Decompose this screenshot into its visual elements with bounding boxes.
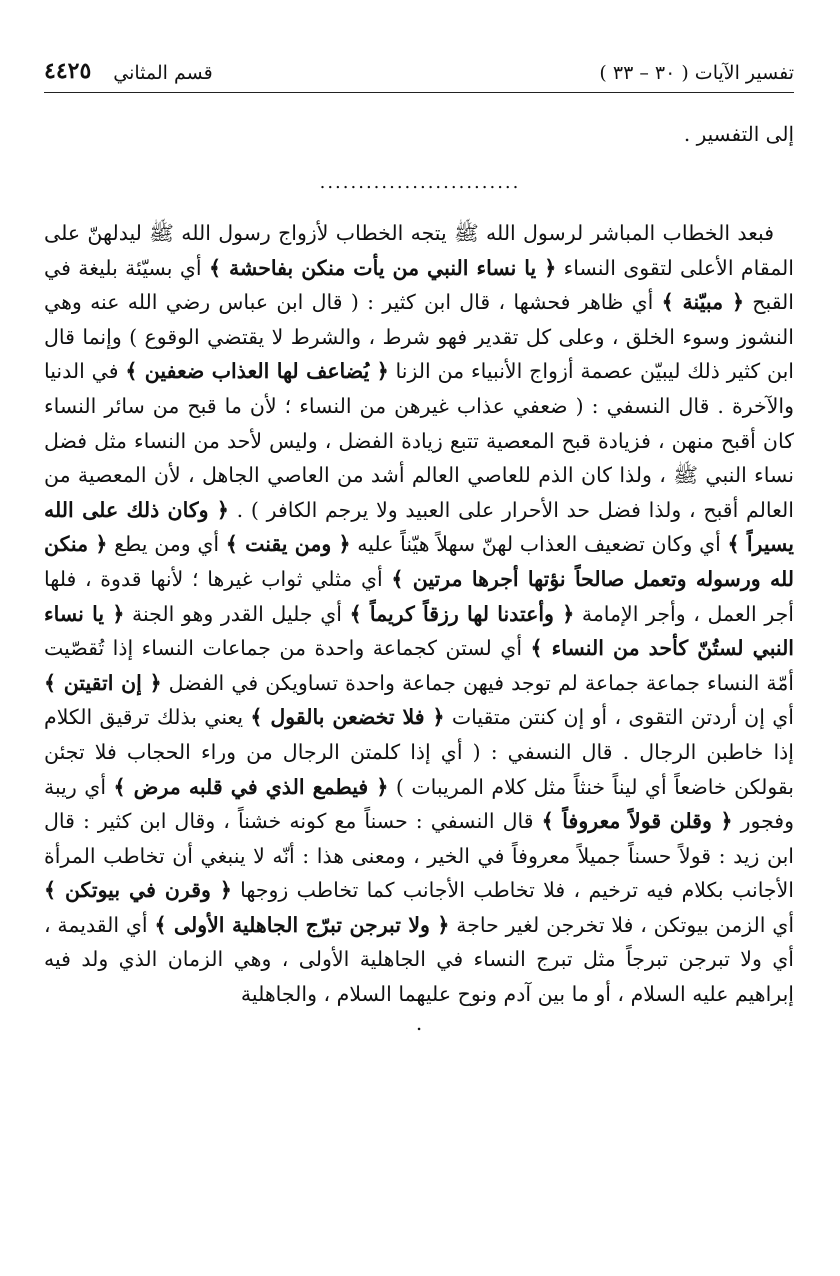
quran-verse: ﴿ فلا تخضعن بالقول ﴾ [250, 705, 445, 730]
commentary-text: أي وكان تضعيف العذاب لهنّ سهلاً هيّناً عليه [350, 532, 728, 557]
commentary-text: يعني بذلك ترقيق الكلام إذا خاطبن الرجال . قال النسفي : ( أي إذا كلمتن الرجال من وراء الحجاب فلا تجئن بقولكن خاضعاً أي ليناً خنثاً مثل كلام المريبات ) [44, 705, 794, 799]
commentary-text: أي ومن يطع [107, 532, 226, 557]
commentary-text: فبعد الخطاب المباشر لرسول الله ﷺ يتجه الخطاب لأزواج رسول الله ﷺ ليدلهنّ على المقام الأعلى لتقوى النساء [44, 221, 794, 280]
commentary-text: أي بسيّئة بليغة في القبح [44, 255, 795, 315]
running-header [44, 52, 794, 93]
quran-verse: ﴿ مبيّنة ﴾ [661, 290, 744, 315]
quran-verse: ﴿ إن اتقيتن ﴾ [44, 670, 162, 695]
commentary-text: قال النسفي : حسناً مع كونه خشناً ، وقال ابن كثير : قال ابن زيد : قولاً حسناً جميلاً معروفاً في الخير ، ومعنى هذا : أنّه لا ينبغي أن تخاطب المرأة الأجانب بكلام فيه ترخيم ، فلا تخاطب الأجانب كما تخاطب زوجها [44, 809, 794, 903]
commentary-text: أي القديمة ، أي ولا تبرجن تبرجاً مثل تبرج النساء في الجاهلية الأولى ، وهي الزمان الذي ولد فيه إبراهيم عليه السلام ، أو ما بين آدم ونوح عليهما السلام ، والجاهلية [44, 912, 794, 1007]
quran-verse: ﴿ وقرن في بيوتكن ﴾ [44, 878, 232, 903]
commentary-text: أي مثلي ثواب غيرها ؛ لأنها قدوة ، فلها أجر العمل ، وأجر الإمامة [44, 566, 794, 626]
commentary-text: في الدنيا والآخرة . قال النسفي : ( ضعفي عذاب غيرهن من النساء ؛ لأن ما قبح من سائر النساء كان أقبح منهن ، فزيادة قبح المعصية تتبع زيادة الفضل ، وليس لأحد من النساء مثل فضل نساء النبي ﷺ ، ولذا كان الذم للعاصي العالم أشد من العاصي الجاهل ، لأن المعصية من العالم أقبح ، ولذا فضل حد الأحرار على العبيد ولا يرجم الكافر ) . [44, 359, 794, 522]
commentary-text: أي إن أردتن التقوى ، أو إن كنتن متقيات [444, 705, 794, 730]
main-paragraph [44, 216, 794, 1012]
quran-verse: ﴿ فيطمع الذي في قلبه مرض ﴾ [113, 774, 389, 799]
carried-over-line: إلى التفسير . [683, 122, 794, 146]
section-divider: .......................... [319, 172, 521, 193]
quran-verse: ﴿ يُضاعف لها العذاب ضعفين ﴾ [125, 359, 389, 384]
commentary-text: أي لستن كجماعة واحدة من جماعات النساء إذا تُقصّيت أمّة النساء جماعة جماعة لم توجد فيهن جماعة واحدة تساويكن في الفضل [44, 636, 794, 695]
quran-verse: ﴿ ومن يقنت ﴾ [225, 532, 351, 557]
header-title: تفسير الآيات ( ٣٠ – ٣٣ ) [599, 62, 794, 84]
commentary-text: أي ريبة وفجور [44, 774, 795, 834]
commentary-text: أي الزمن بيوتكن ، فلا تخرجن لغير حاجة [449, 912, 795, 937]
body-text [44, 216, 794, 1040]
page-number: ٤٤٢٥ [44, 58, 92, 84]
quran-verse: ﴿ وقلن قولاً معروفاً ﴾ [541, 809, 733, 834]
page-bottom-mark: . [415, 1010, 423, 1035]
commentary-text: أي جليل القدر وهو الجنة [124, 601, 350, 626]
quran-verse: ﴿ يا نساء النبي لستُنّ كأحد من النساء ﴾ [44, 601, 795, 661]
quran-verse: ﴿ منكن لله ورسوله وتعمل صالحاً نؤتها أجرها مرتين ﴾ [44, 532, 794, 591]
quran-verse: ﴿ وأعتدنا لها رزقاً كريماً ﴾ [349, 601, 575, 626]
commentary-text: أي ظاهر فحشها ، قال ابن كثير : ( قال ابن عباس رضي الله عنه وهي النشوز وسوء الخلق ، وعلى كل تقدير فهو شرط ، والشرط لا يقتضي الوقوع ) وإنما قال ابن كثير ذلك ليبيّن عصمة أزواج الأنبياء من الزنا [44, 290, 794, 384]
quran-verse: ﴿ ولا تبرجن تبرّج الجاهلية الأولى ﴾ [154, 912, 450, 937]
section-name: قسم المثاني [113, 62, 213, 84]
quran-verse: ﴿ وكان ذلك على الله يسيراً ﴾ [44, 497, 795, 557]
quran-verse: ﴿ يا نساء النبي من يأت منكن بفاحشة ﴾ [208, 255, 557, 280]
header-left-group [44, 58, 213, 92]
